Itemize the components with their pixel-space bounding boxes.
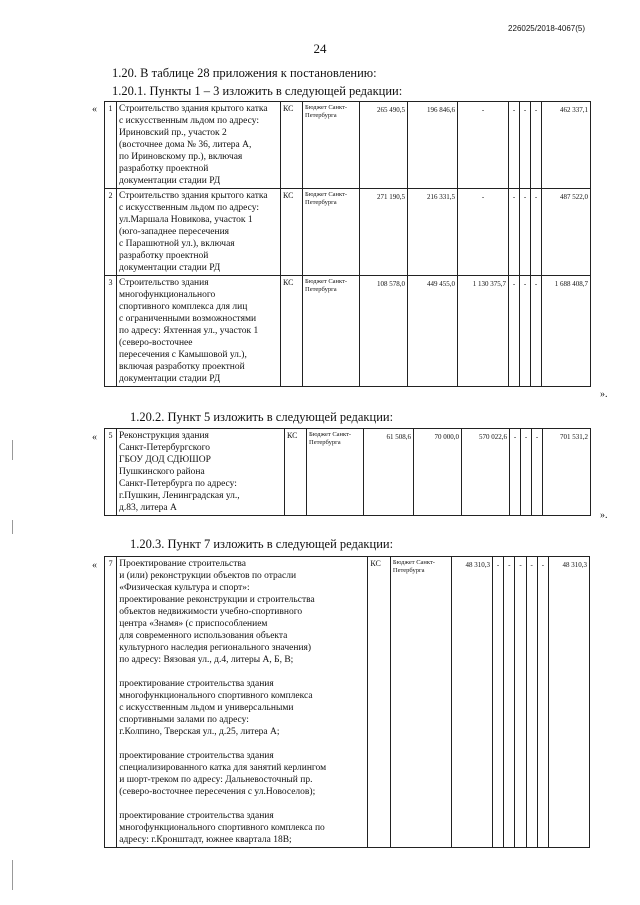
table-1 [104,101,591,387]
name-line: по адресу: Яхтенная ул., участок 1 [119,326,259,336]
funding-source: Бюджет Санкт-Петербурга [303,189,360,276]
value-cell: - [458,189,509,276]
heading-1-20: 1.20. В таблице 28 приложения к постановлению: [112,66,377,80]
value-cell: 1 130 375,7 [458,276,509,387]
paragraph-gap [119,666,365,678]
value-cell: 570 022,6 [462,429,510,516]
funding-source: Бюджет Санкт-Петербурга [390,557,451,848]
value-cell: 216 331,5 [408,189,458,276]
name-line: проектирование строительства здания [119,679,274,689]
heading-1-20-3: 1.20.3. Пункт 7 изложить в следующей редакции: [130,537,394,551]
value-cell: - [531,102,542,189]
name-line: объектов недвижимости учебно-спортивного [119,607,303,617]
name-line: Строительство здания крытого катка [119,104,268,114]
value-cell: - [492,557,503,848]
name-line: спортивного комплекса для лиц [119,302,248,312]
total-cell: 487 522,0 [542,189,591,276]
object-name [117,102,281,189]
value-cell: - [520,276,531,387]
kc-code: КС [285,429,307,516]
name-line: Санкт-Петербурга по адресу: [119,479,237,489]
margin-mark [12,520,13,534]
name-line: с ограниченными возможностями [119,314,257,324]
funding-source: Бюджет Санкт-Петербурга [307,429,364,516]
value-cell: 48 310,3 [452,557,493,848]
open-quote: « [92,104,97,115]
kc-code: КС [281,189,303,276]
name-line: (восточнее дома № 36, литера А, [119,140,252,150]
kc-code: КС [281,276,303,387]
name-line: проектирование строительства здания [119,751,274,761]
name-line: спортивными залами по адресу: [119,715,249,725]
name-line: ГБОУ ДОД СДЮШОР [119,455,211,465]
name-line: (северо-восточнее пересечения с ул.Новоселов); [119,787,316,797]
funding-source: Бюджет Санкт-Петербурга [303,276,360,387]
funding-source: Бюджет Санкт-Петербурга [303,102,360,189]
table-row [105,429,591,516]
paragraph-gap [119,798,365,810]
name-line: по адресу: Вязовая ул., д.4, литеры А, Б, В; [119,655,294,665]
value-cell: 449 455,0 [408,276,458,387]
row-index: 1 [105,102,117,189]
object-name [117,557,368,848]
kc-code: КС [281,102,303,189]
margin-mark [12,860,13,890]
name-line: г.Колпино, Тверская ул., д.25, литера А; [119,727,280,737]
value-cell: 196 846,6 [408,102,458,189]
value-cell: - [532,429,543,516]
name-line: документации стадии РД [119,374,221,384]
table-3 [104,556,590,848]
name-line: проектирование строительства здания [119,811,274,821]
name-line: документации стадии РД [119,176,221,186]
name-line: Ириновский пр., участок 2 [119,128,227,138]
open-quote: « [92,432,97,443]
table-2 [104,428,591,516]
close-quote: ». [600,389,608,400]
name-line: (северо-восточнее [119,338,193,348]
name-line: пересечения с Камышовой ул.), [119,350,247,360]
value-cell: - [520,102,531,189]
table-row [105,276,591,387]
total-cell: 48 310,3 [549,557,590,848]
name-line: с искусственным льдом по адресу: [119,203,259,213]
name-line: д.83, литера А [119,503,177,513]
value-cell: - [509,276,520,387]
paragraph-gap [119,738,365,750]
value-cell: 108 578,0 [360,276,408,387]
name-line: разработку проектной [119,251,209,261]
name-line: культурного наследия регионального значения) [119,643,312,653]
page-number: 24 [313,41,327,56]
name-line: многофункционального спортивного комплекса по [119,823,325,833]
row-index: 5 [105,429,117,516]
table-row [105,102,591,189]
value-cell: 271 190,5 [360,189,408,276]
total-cell: 1 688 408,7 [542,276,591,387]
name-line: проектирование реконструкции и строительства [119,595,315,605]
value-cell: - [537,557,548,848]
value-cell: 61 508,6 [364,429,414,516]
name-line: Строительство здания крытого катка [119,191,268,201]
value-cell: 265 490,5 [360,102,408,189]
row-index: 2 [105,189,117,276]
value-cell: - [531,276,542,387]
name-line: Реконструкция здания [119,431,209,441]
value-cell: - [526,557,537,848]
value-cell: - [515,557,526,848]
name-line: «Физическая культура и спорт»: [119,583,250,593]
name-line: специализированного катка для занятий керлингом [119,763,327,773]
name-line: многофункционального спортивного комплекса [119,691,313,701]
value-cell: 70 000,0 [414,429,462,516]
name-line: включая разработку проектной [119,362,245,372]
name-line: центра «Знамя» (с приспособлением [119,619,268,629]
document-id: 226025/2018-4067(5) [508,24,585,33]
row-index: 7 [105,557,117,848]
value-cell: - [521,429,532,516]
table-row [105,189,591,276]
name-line: и (или) реконструкции объектов по отрасли [119,571,297,581]
name-line: с искусственным льдом по адресу: [119,116,259,126]
kc-code: КС [368,557,390,848]
value-cell: - [509,189,520,276]
heading-1-20-2: 1.20.2. Пункт 5 изложить в следующей редакции: [130,410,394,424]
close-quote: ». [600,510,608,521]
value-cell: - [458,102,509,189]
name-line: адресу: г.Кронштадт, южнее квартала 18В; [119,835,292,845]
name-line: разработку проектной [119,164,209,174]
name-line: (юго-западнее пересечения [119,227,230,237]
name-line: с Парашютной ул.), включая [119,239,235,249]
name-line: и шорт-треком по адресу: Дальневосточный пр. [119,775,313,785]
value-cell: - [531,189,542,276]
name-line: Проектирование строительства [119,559,246,569]
heading-1-20-1: 1.20.1. Пункты 1 – 3 изложить в следующей редакции: [112,84,403,98]
row-index: 3 [105,276,117,387]
name-line: Пушкинского района [119,467,205,477]
object-name [117,276,281,387]
name-line: по Ириновскому пр.), включая [119,152,243,162]
name-line: с искусственным льдом и универсальными [119,703,294,713]
name-line: Строительство здания [119,278,209,288]
name-line: Санкт-Петербургского [119,443,211,453]
margin-mark [12,440,13,460]
object-name [117,429,285,516]
total-cell: 462 337,1 [542,102,591,189]
name-line: ул.Маршала Новикова, участок 1 [119,215,253,225]
value-cell: - [520,189,531,276]
object-name [117,189,281,276]
total-cell: 701 531,2 [543,429,591,516]
name-line: г.Пушкин, Ленинградская ул., [119,491,240,501]
name-line: для современного использования объекта [119,631,288,641]
name-line: документации стадии РД [119,263,221,273]
name-line: многофункционального [119,290,216,300]
open-quote: « [92,560,97,571]
value-cell: - [504,557,515,848]
table-row [105,557,590,848]
value-cell: - [510,429,521,516]
value-cell: - [509,102,520,189]
